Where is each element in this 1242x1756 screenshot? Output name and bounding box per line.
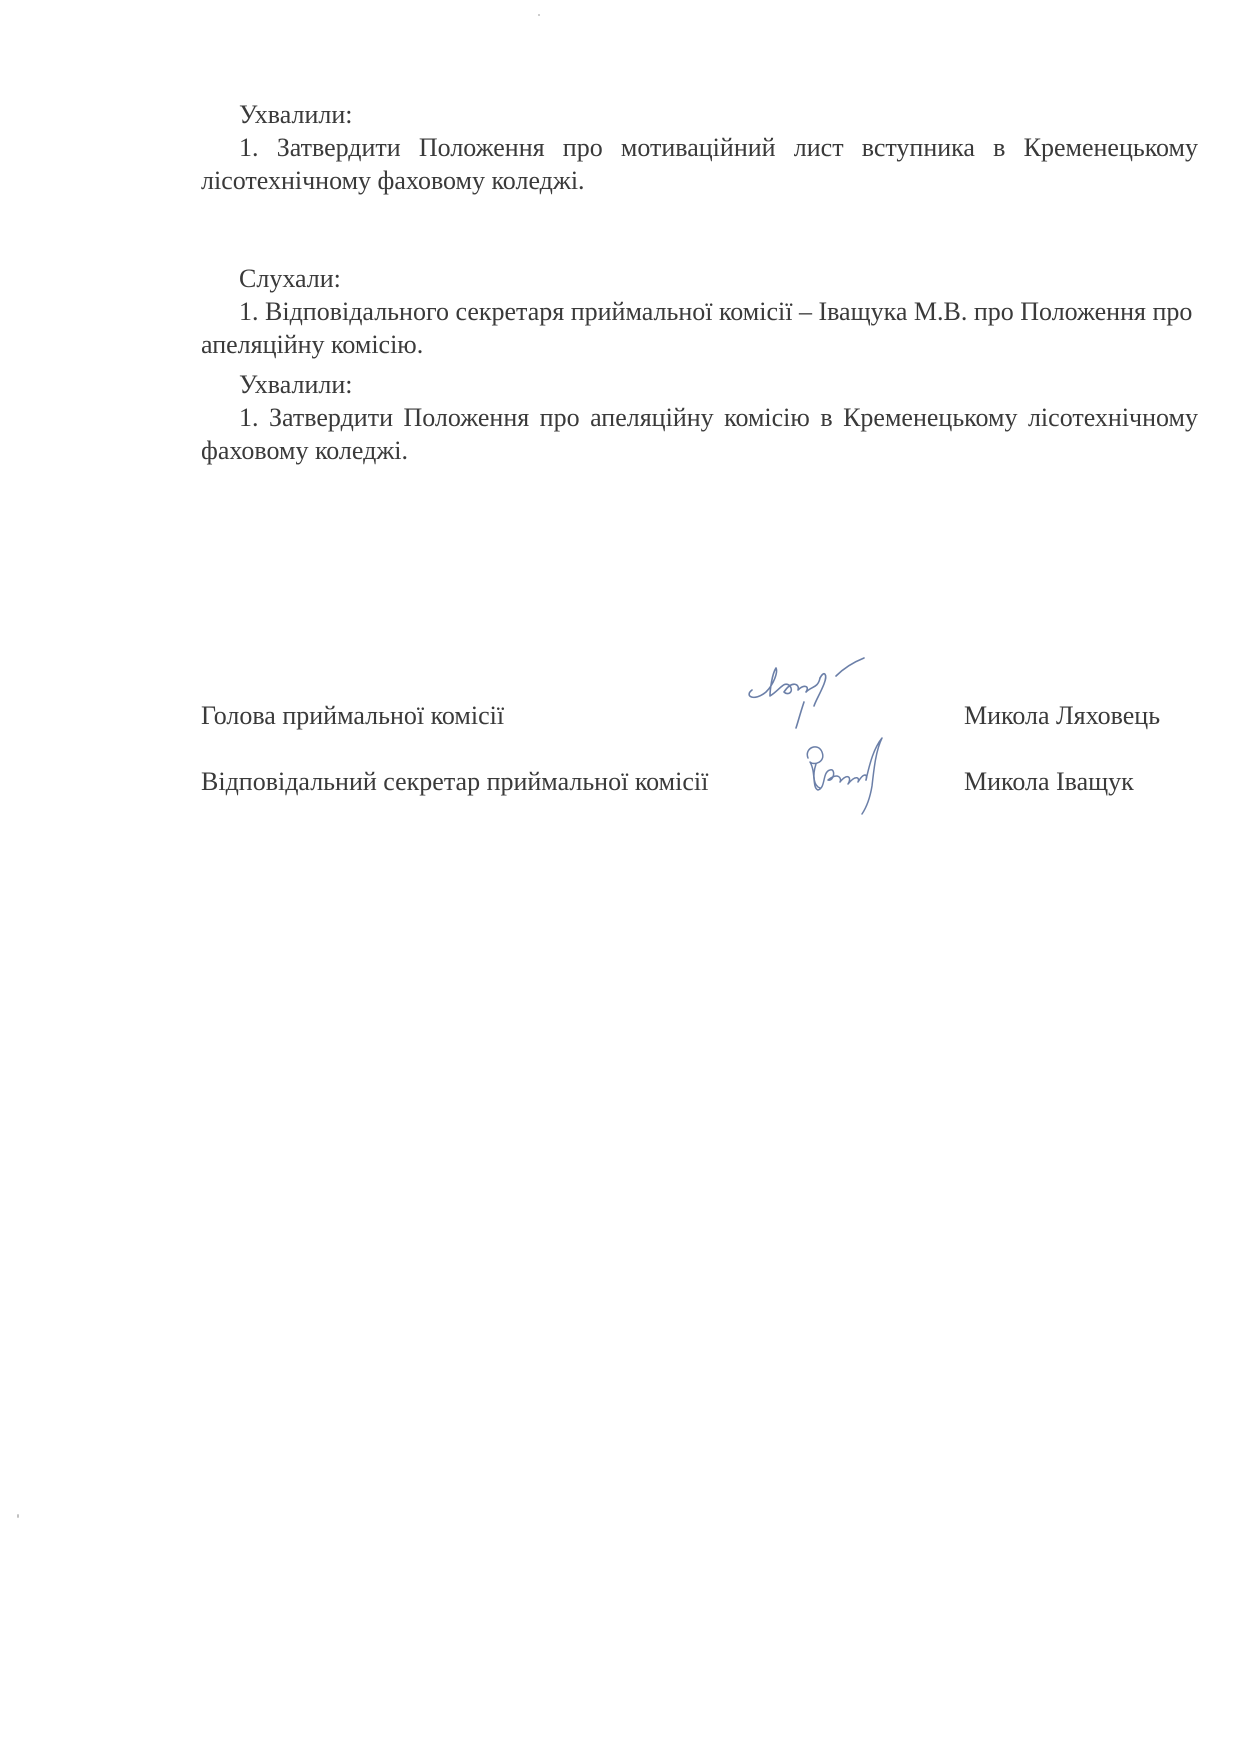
section-heading: Слухали: [239,264,341,293]
resolution-section-2 [201,368,1198,467]
section-text: 1. Затвердити Положення про апеляційну комісію в Кременецькому лісотехнічному фаховому коледжі. [201,403,1198,465]
signatory-name: Микола Ляховець [964,701,1161,730]
section-heading: Ухвалили: [239,370,353,399]
signatory-role: Голова приймальної комісії [201,701,505,730]
signature-row-chair [201,699,1201,739]
signatory-role: Відповідальний секретар приймальної комісії [201,767,709,796]
resolution-section-1 [201,98,1198,197]
signatory-name: Микола Іващук [964,767,1134,796]
signature-row-secretary [201,765,1201,805]
section-heading: Ухвалили: [239,100,353,129]
hearing-section [201,262,1198,361]
section-text: 1. Відповідального секретаря приймальної комісії – Іващука М.В. про Положення про апеляційну комісію. [201,297,1193,359]
scan-speck [538,14,540,16]
section-text: 1. Затвердити Положення про мотиваційний лист вступника в Кременецькому лісотехнічному фаховому коледжі. [201,133,1198,195]
handwritten-signature-secretary [800,728,910,818]
scan-speck [17,1514,19,1518]
